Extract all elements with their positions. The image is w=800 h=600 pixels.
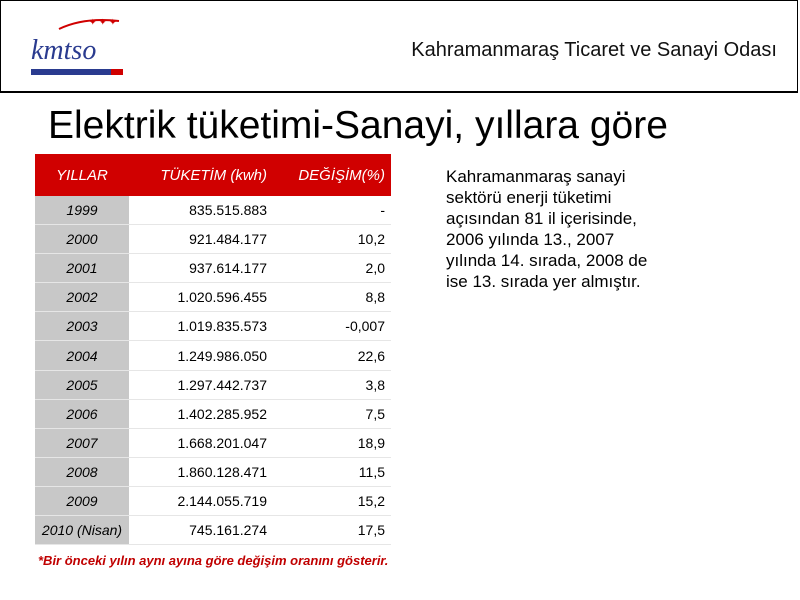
table-row (35, 196, 391, 225)
change-cell: 2,0 (273, 254, 391, 283)
table-row (35, 341, 391, 370)
year-cell: 2002 (35, 283, 129, 312)
consumption-cell: 1.019.835.573 (129, 312, 273, 341)
change-cell: 15,2 (273, 486, 391, 515)
table-row (35, 370, 391, 399)
table-row (35, 486, 391, 515)
year-cell: 2004 (35, 341, 129, 370)
year-cell: 1999 (35, 196, 129, 225)
slide-title: Elektrik tüketimi-Sanayi, yıllara göre (48, 104, 668, 147)
year-cell: 2009 (35, 486, 129, 515)
year-cell: 2007 (35, 428, 129, 457)
col-header-years: YILLAR (35, 154, 129, 196)
table-row (35, 283, 391, 312)
org-name: Kahramanmaraş Ticaret ve Sanayi Odası (411, 39, 777, 61)
svg-text:kmtso: kmtso (31, 35, 97, 66)
year-cell: 2001 (35, 254, 129, 283)
consumption-cell: 1.020.596.455 (129, 283, 273, 312)
change-cell: 7,5 (273, 399, 391, 428)
info-note: Kahramanmaraş sanayi sektörü enerji tüketimi açısından 81 il içerisinde, 2006 yılında 13., 2007 yılında 14. sırada, 2008 de ise 13. sırada yer almıştır. (446, 167, 648, 291)
footnote: *Bir önceki yılın aynı ayına göre değişim oranını gösterir. (38, 553, 389, 568)
consumption-cell: 835.515.883 (129, 196, 273, 225)
table-row (35, 225, 391, 254)
table-row (35, 312, 391, 341)
svg-text:✦ ✦ ✦: ✦ ✦ ✦ (89, 17, 117, 27)
year-cell: 2000 (35, 225, 129, 254)
change-cell: -0,007 (273, 312, 391, 341)
change-cell: - (273, 196, 391, 225)
table-row (35, 457, 391, 486)
table-row (35, 428, 391, 457)
year-cell: 2003 (35, 312, 129, 341)
col-header-consumption: TÜKETİM (kwh) (129, 154, 273, 196)
year-cell: 2005 (35, 370, 129, 399)
consumption-cell: 1.860.128.471 (129, 457, 273, 486)
consumption-cell: 745.161.274 (129, 516, 273, 545)
table-row (35, 399, 391, 428)
col-header-change: DEĞİŞİM(%) (273, 154, 391, 196)
change-cell: 8,8 (273, 283, 391, 312)
consumption-cell: 1.668.201.047 (129, 428, 273, 457)
consumption-table (35, 154, 391, 545)
consumption-cell: 1.297.442.737 (129, 370, 273, 399)
consumption-cell: 1.402.285.952 (129, 399, 273, 428)
change-cell: 10,2 (273, 225, 391, 254)
year-cell: 2006 (35, 399, 129, 428)
consumption-cell: 1.249.986.050 (129, 341, 273, 370)
consumption-cell: 2.144.055.719 (129, 486, 273, 515)
change-cell: 11,5 (273, 457, 391, 486)
change-cell: 17,5 (273, 516, 391, 545)
consumption-cell: 937.614.177 (129, 254, 273, 283)
header-frame (0, 0, 798, 93)
year-cell: 2008 (35, 457, 129, 486)
table-row (35, 516, 391, 545)
change-cell: 18,9 (273, 428, 391, 457)
table-header-row (35, 154, 391, 196)
change-cell: 22,6 (273, 341, 391, 370)
consumption-cell: 921.484.177 (129, 225, 273, 254)
change-cell: 3,8 (273, 370, 391, 399)
table-row (35, 254, 391, 283)
year-cell: 2010 (Nisan) (35, 516, 129, 545)
kmtso-logo (29, 15, 125, 81)
